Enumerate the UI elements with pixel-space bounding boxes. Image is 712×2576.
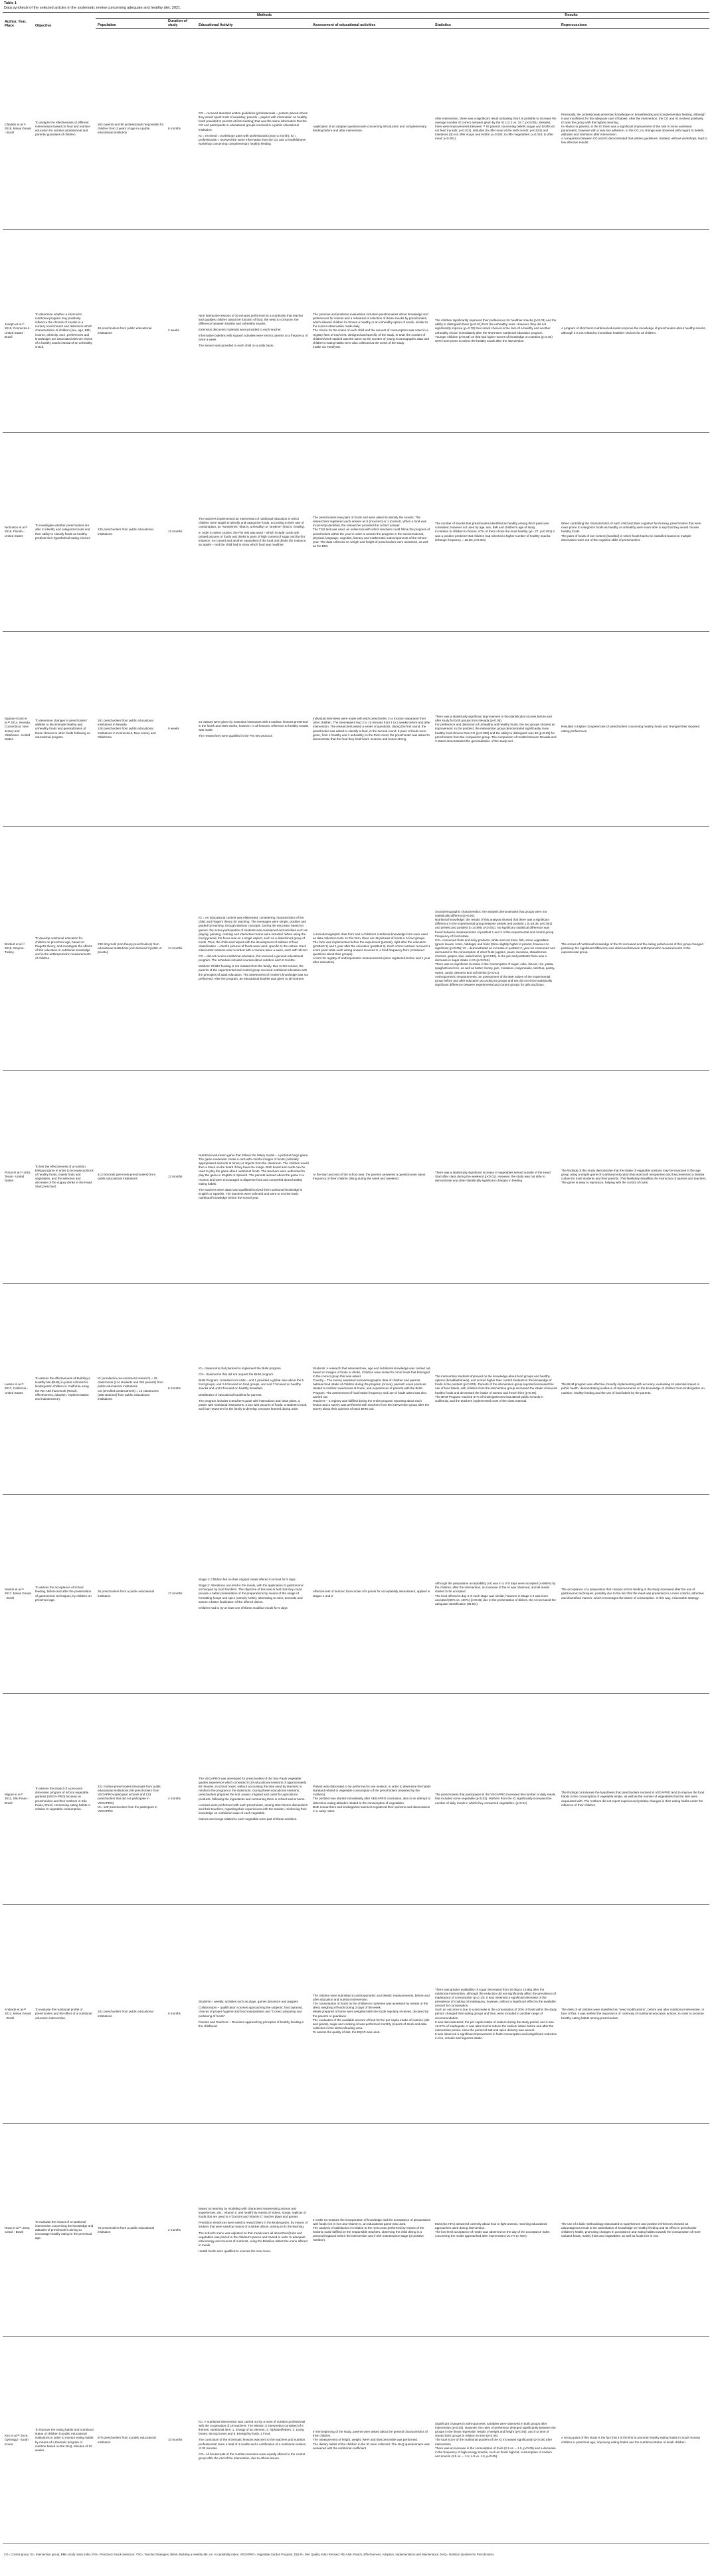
cell-statistics: After intervention, there was a significant result indicating that it is possible to increase the average number of correct answers given by the IG (12.2 vs. 18.7; p<0.001). Besides, there were improvements between ** IG parents concerning beliefs (sugar and broths do not feed my kids: p<0.012), attitudes (to offer meat at the sixth month: p<0.022) and intentions (do not offer soups and broths: p=0.003; to offer vegetables: p=0.018; to offer meat: p<0.001). bbox=[435, 116, 557, 141]
cell-objective: To evaluate the nutritional profile of preschoolers and the effect of a nutritional education intervention. bbox=[35, 2008, 92, 2020]
header-methods: Methods bbox=[96, 13, 433, 19]
cell-educational-activity-paragraph: Nutritional education game that follows the lottery model – a pictorial bingo game. The game moderator chose a card with colorful images of foods (culturally appropriated and kids at times) or objects from the classroom. The children would then a token on the board if they have the image. Both board and cards can be used to play the game about nutritional foods. The teachers were authorized to play the game in English or Spanish. The parents learned about the game in a reunion and were encouraged to dispense food and counseled about healthy eating habits. bbox=[199, 1153, 309, 1185]
cell-repercussions: The findings of this study demonstrate that the intake of vegetable portions may be improved in the age group using a simple game of nutritional education that was both inexpensive and low presented a familiar culture for most students and their parents. This familiarity simplifies the instruction of parents and teachers. The game is easy to reproduce, helping with the control of costs. bbox=[561, 1168, 707, 1185]
cell-educational-activity-paragraph: Stage 1: Children fed on their original meals offered in school for 5 days bbox=[199, 1578, 296, 1582]
header-assessment: Assessment of educational activities bbox=[311, 19, 433, 29]
cell-educational-activity bbox=[197, 1905, 311, 2124]
cell-assessment: A sociodemographic data form and a children's nutritional knowledge form were used as data collection tools. In this form, there are 15 pictures of foods in 5 food groups. The form was implemented before the experiment (pretest), right after the education (posttest 1) and 1 year after the education (posttest 2). Each correct answer received 1 score point while each wrong answer received 0, a food frequency form (contained questions about their groups). A form for registry of anthropometric measurements (were registered before and 1 year after education). bbox=[313, 932, 430, 964]
cell-assessment: The previous and posterior evaluations included questionnaires about knowledge and preferences for snacks and a rehearsal of selection of these snacks by preschoolers, which allowed children to choose a healthy or an unhealthy option of snack, similar to the current observation made daily. The choice for the snack of each child and the amount of consumption was noted in a registry form of each test, designed and specific of the study. In total, the number of children/week studied was the same as the number of young ecosmographic data and children's eating habits were also collected at the onset of the study. Intake via meal/year. bbox=[313, 313, 429, 348]
cell-author: Sigman-Grant et al.²² 2014, Nevada, Connecticut, New Jersey and Oklahoma - United States bbox=[5, 717, 31, 741]
cell-author: Cândido et al.¹⁹ 2018, Minas Gerais - Brazil bbox=[5, 122, 31, 134]
cell-educational-activity-paragraph: The VEGAPRO was developed for preschoolers of the São Paulo vegetable garden experience which consisted in 20 educational sessions of approximately 60 minutes, in school hours, without accounting the time used by teachers to reinforce the program in the classroom. During these educational sessions, preschoolers prepared the soil, sowed, irrigated and cared for agricultural products, following the ingredients and consuming them in school and at home. bbox=[199, 1777, 306, 1801]
cell-objective: To test the effectiveness of a nutrition bilingual game in order to increase portions of healthy foods, mainly fruits and vegetables, and the selection and decrease of the sugary drinks in the Head Start preschool. bbox=[35, 1164, 94, 1189]
table-footnote: CG= Control group; IG= Intervention group; BMI= Body mass index; PSI= Preschool Snack Selection; TSG= Teacher Strategies; BHM= Building a Healthy Me; AI= Acceptability index; VEGAPRO= Vegetable Garden Program; DQI-R= Diet Quality Index Revised; RE-AIM= Reach, Effectiveness, Adoption, Implementation and Maintenance; NAQ= Nutrition Quotient for Preschoolers. bbox=[4, 2553, 495, 2556]
cell-educational-activity-paragraph: The curriculum of the 8 thematic lessons was sent to the teachers and nutrition professionals' team a total of 4 credits and a certification of a nutritional session of 30 minutes. bbox=[199, 2438, 306, 2450]
table-row bbox=[3, 1495, 709, 1694]
header-statistics: Statistics bbox=[433, 19, 559, 29]
cell-population: IG (enrolled in pre-enrolment research) = 25 classrooms (414 students and 284 parents) from public educational institutions CG (enrolled posttreatment) = 13 classrooms (185 students) from public educational institutions bbox=[98, 1377, 163, 1401]
cell-assessment: At the start and end of the school year, the parents answered a questionnaire about frequency of their children dining during the week and weekend. bbox=[313, 1172, 426, 1180]
cell-author: Miguel et al.²⁷ 2011, São Paulo - Brazil bbox=[5, 1793, 29, 1805]
cell-repercussions: The BHM program was effective, broadly implementing with accuracy, evaluating its potential impact in public health, demonstrating evidence of improvements on the knowledge of children from kindergarten on nutrition, healthy feeding and the use of food labels by the parents. bbox=[561, 1383, 705, 1395]
table-row bbox=[3, 1905, 709, 2124]
cell-educational-activity-paragraph: Children had to try at least one of these modified meals for 5 days bbox=[199, 1606, 288, 1610]
cell-educational-activity-paragraph: CG = did not receive nutritional education, but received a general educational program. The schedule included courses about nutrition each 2 months. bbox=[199, 954, 304, 962]
cell-educational-activity bbox=[197, 29, 311, 230]
cell-repercussions: Resulted in higher competencies of preschoolers concerning healthy foods and changed their reported eating preferences. bbox=[561, 725, 700, 733]
cell-population: 679 preschoolers from a public educational institution bbox=[98, 2436, 156, 2444]
cell-educational-activity bbox=[197, 1284, 311, 1495]
cell-assessment: Individual interviews were made with each preschooler, in a location separated from other children. The interviewers had 2 to 10 minutes from 1 to 2 weeks before and after intervention. The researchers asked a series of questions: during the first round, the preschooler was asked to classify a food, in the second round, 9 pairs of foods were given, from 1 healthy and 1 unhealthy; in the third round, the preschooler was asked to demonstrate that the food they hold heart, muscles and bones strong. bbox=[313, 717, 430, 741]
cell-objective: To develop nutritional education for children on preschool age, based on Piaget's theory, and investigate the effects of this education in nutritional knowledge and in the anthropometric measurements of children. bbox=[35, 936, 92, 960]
table-row bbox=[3, 1284, 709, 1495]
cell-duration: 4 months bbox=[168, 1797, 181, 1801]
cell-assessment: The preschoolers saw pairs of foods and were asked to identify the snacks. The researchers registered each answer as 0 (incorrect) or 1 (correct). When a food was incorrectly identified, the researcher provided the correct answer. The TSD test was used, an online tool with which teachers could follow the progress of preschoolers within the year in order to assess the progress in the socioemotional, physical, language, cognitive, literacy and mathematic subcomponents of the school year. The data collected on weight and height of preschoolers were assessed, as well as the BMI. bbox=[313, 516, 430, 548]
cell-author: Santos et al.²⁶ 2017, Minas Gerais - Brazil bbox=[5, 1588, 31, 1600]
cell-statistics: There was a statistically significant increase in vegetables served outside of the Head Start after class during the weekend (p<0.01). However, the study was not able to demonstrate any other statistically significant changes in feeding. bbox=[435, 1170, 551, 1183]
cell-educational-activity-paragraph: In order to select snacks, the PSI test was used – which include cards with printed pictures of foods and drinks in pairs of high content of sugar and fat (for instance, ice cream) and another equivalent of the food and drinks (for instance, an apple) – and the child had to show which food was healthier. bbox=[199, 530, 307, 547]
cell-objective: To determine whether a short-term nutritional program may positively influence the choices of snacks in a nursery environment and determine which characteristics of children (sex, age, BMI, income, ethnicity, race, preferences and knowledge) are associated with the choice of a healthy snack instead of an unhealthy snack. bbox=[35, 313, 93, 348]
table-row bbox=[3, 230, 709, 433]
cell-population: 262 parents and 90 professionals responsible for children from 2 years of age in a public educational institution bbox=[98, 122, 164, 135]
cell-educational-activity-paragraph: The program includes a teacher's guide with instructions and class plans, a poster with nutritional instructions, a box with pictures of foods, a student's book, and four newsmen for the family to develop concepts learned during units. bbox=[199, 1399, 308, 1410]
cell-educational-activity-paragraph: Students – weekly, activities such as plays, games dynamics and puppets bbox=[199, 2000, 298, 2004]
cell-educational-activity-paragraph: Parents and Teachers – Reunions approaching principles of healthy feeding in the childhood. bbox=[199, 2020, 304, 2028]
cell-assessment: Pretest was elaborated to be performed in one session, in order to determine the habits standard related to vegetable consumption of the preschoolers (reported by the mothers). The posttest was started immediately after VEGAPRO conclusion, also in an attempt to determine eating attitudes related to the consumption of vegetables. Both researchers and kindergarten teachers registered their opinions and observations in a camp notes. bbox=[313, 1785, 431, 1813]
table-row bbox=[3, 433, 709, 632]
cell-population: 235 preschoolers from public educational institutions bbox=[98, 528, 153, 536]
cell-educational-activity-paragraph: Prediction sentences were used to reward them in the kindergarten, by means of stickers that were used by means of a sticker album, aiming to fix the learning. bbox=[199, 2221, 308, 2229]
cell-repercussions: The acceptance of a preparation that compos school feeding in the study increased after the use of gastronomic techniques, possibly due to the fact that the meal was presented in a more colorful, attractive and diversified manner, which encouraged the desire of consumption. In this way, a favorable strategy. bbox=[561, 1588, 704, 1600]
cell-objective: To evaluate the impact of a nutritional intervention concerning the knowledge and attitudes of preschoolers aiming to encourage healthy eating in the preschool age. bbox=[35, 2220, 94, 2240]
cell-statistics: The number of snacks that preschoolers identified as healthy among the 8 pairs was correlated, however not used by age, sex, BMI and children's age of study. In relation to children's choices, 67% of them chose the most healthy (χ²= 27, p<0.001) it was a positive predictor that children had selected a higher number of healthy snacks. (Change frequency = 18.65; p<0.001) bbox=[435, 522, 555, 542]
cell-educational-activity-paragraph: The teachers were dated and qualified/received their nutritional knowledge in English or Spanish. The teachers were selected and were to receive basic nutritional knowledge before the school year. bbox=[199, 1187, 303, 1199]
cell-statistics: The intervention students improved on the knowledge-about-food groups and healthy options (breakfast/snack), and scored higher than control students in the knowledge of foods in the posttest (p<0.001). Parents of the intervention group reported increased the use of food labels, with children from the intervention group increased the intake of several healthy foods and decreased the intake of sweets and french fries (p<0.05). The BHM Program reached 47% of kindergarteners that attend public schools in California, and the teachers implemented most of the class material. bbox=[435, 1375, 557, 1402]
table-row bbox=[3, 2124, 709, 2337]
header-results: Results bbox=[433, 13, 709, 19]
cell-educational-activity-paragraph: The researchers were qualified in the PSI test protocol. bbox=[199, 734, 273, 738]
cell-educational-activity bbox=[197, 433, 311, 632]
cell-educational-activity bbox=[197, 632, 311, 827]
cell-educational-activity-paragraph: Health foods were qualified to execute the new menu. bbox=[199, 2249, 272, 2253]
cell-author: Roza et al.²⁹ 2015, Ceará - Brazil bbox=[5, 2226, 31, 2234]
cell-duration: 12 months bbox=[168, 530, 183, 534]
table-row bbox=[3, 29, 709, 230]
table-body bbox=[3, 29, 709, 2544]
cell-duration: 8 months bbox=[168, 126, 181, 130]
cell-duration: 9 months bbox=[168, 2012, 181, 2016]
cell-statistics: Sociodemographic characteristics: the analysis demonstrated that groups were not statistically different (p>0.05). Nutritional knowledge: the results of this analysis showed that there was a significant difference in the experimental group between pretest and posttest 1 (t=18.39; p<0.001) and pretest and posttest (t=14.889, p<0.001). No significant statistical difference was found between measurements of posttest 1 and 2 of the experimental and control group. Frequency of food intake CG= consumed fruits and dairy products, white and red meat, fish, some vegetables (green leaves, roots, cabbage) and fruits (three slightly higher in pretest, however no significant (p<0.05); IG = demonstrated an increase in posttest 2, year we consumed and decreased in the consumption of other fruits (apples, pears, bananas, strawberries, cherries, grapes, kiwi, watermelon) (p<0.010). In the pre and posttest2 there was a decrease in sugar intake in IG (p<0.016). There was no significant increase in the consumption of sugar, cake, biscuit, rice, pasta, spaghetti and rice, as well as butter, honey, jam, molasses, mayonnaise, ketchup, pastry, sweet, candy, desserts and soft drinks (p<0.01). Anthropometric measurements: an assessment of the BMI values of the experimental group before and after education according to groups and sex did not show statistically significant difference between experimental and control groups for girls and boys. bbox=[435, 910, 555, 986]
cell-statistics: The children significantly improved their preferences for healthier snacks (p<0.03) and the ability to distinguish them (p<0.01) from the unhealthy ones. However, they did not significantly improve (p=0.70) their snack choices in the face of a healthy and another unhealthy choice immediately after the short-term nutritional education program. Younger children (p<0.03) on that had higher scores of knowledge on nutrition (p=0.02) were more prone to select the healthy snack after the intervention. bbox=[435, 319, 557, 342]
cell-statistics: Most (62.74%) answered correctly about how to fight anemia, reaching educational approaches used during intervention. The low-level acceptance of meals was observed on the day of the acceptance index concerning the meals approached after intervention (16.7% to 76%). bbox=[435, 2222, 550, 2238]
cell-statistics: The preschoolers that participated in the VEGAPRO increased the number of daily meals that included some vegetable (p<0.02). Mothers from the IG significantly increased the number of daily meals in which they consumed vegetables. (p<0.01) bbox=[435, 1793, 556, 1805]
cell-population: 191 preschoolers from public educational institutions in Nevada 128 preschoolers from public educational institutions in Connecticut, New Jersey and Oklahoma bbox=[98, 719, 156, 739]
cell-repercussions: The scores of nutritional knowledge of the IG increased and the eating preferences of this group changed positively. No significant difference was observed between anthropometric measurements of the experimental group. bbox=[561, 942, 703, 954]
cell-educational-activity-paragraph: IG= classrooms that planned to implement the BHM program bbox=[199, 1367, 281, 1371]
header-duration: Duration of study bbox=[166, 19, 197, 29]
header-population: Population bbox=[96, 19, 166, 29]
cell-educational-activity-paragraph: Games and songs related to each vegetable were part of these activities. bbox=[199, 1817, 298, 1821]
table-header bbox=[3, 13, 709, 29]
cell-statistics: There was a statistically significant improvement in the identification scores before and after study for both groups from Nevada (p<0.05). For preference and distinction of unhealthy and healthy foods, the two groups showed an improvement. In the posttest, the intervention group demonstrated significantly more healthy food choices than CG (p<0.008) and the ability to distinguish was 48 (p<0.05) for preschoolers from the comparison group. The comparison of results between Nevada and 3 states demonstrated the generalization of the study tool. bbox=[435, 715, 557, 743]
cell-objective: To assess the acceptance of school feeding, before and after the presentation of gastronomic techniques, by children on preschool age. bbox=[35, 1586, 92, 1602]
cell-educational-activity-paragraph: IG = An educational content was elaborated, considering characteristics of the child, and Piaget's theory for teaching. The messages were simple, positive and guided by learning, through abstract concepts. During the education based on games, the active participation of students was maintained and activities such as playing, painting, coloring and interactive rooms were included. When using the food pyramid, the focus was on a single aspect, such as a determined group of foods. Thus, the child was helped with the development of abilities of food classification – colorful pictures of foods were used, specific to the culture. Each intervention session was recorded with a camera twice a week, each with 15 min. bbox=[199, 916, 309, 952]
table-row bbox=[3, 632, 709, 827]
cell-population: 238 Smyrnals (non-theory-preschoolers) from educational institutions (not declared if public or private). bbox=[98, 942, 162, 954]
cell-population: 101 preschoolers from public educational institutions bbox=[98, 2010, 153, 2018]
cell-author: Kim et al.³⁰ 2019, Gyeonggi - South Korea bbox=[5, 2434, 29, 2446]
cell-repercussions: When controlling the characteristics of each child and their cognitive functioning, preschoolers that were more prone to categorize foods as healthy or unhealthy were more able to say that they would choose healthy foods. The pairs of foods of low-content (handled) in which foods had to be classified based on multiple dimensions were out of the cognitive skills of preschoolers. bbox=[561, 522, 701, 542]
cell-statistics: Although the preparation acceptability (AI) was in 4 of 5 days were accepted (AI≥85%) by the children, after the intervention, an increase of the AI was observed, and all meals started to be accepted. The food offered in day 3 of each stage was similar, however in Stage 2 it was more accepted (80% vs. 100%) (p<0.05) due to the presentation of dishes, the AI increased the adequate classification (88.5%). bbox=[435, 1582, 556, 1606]
synthesis-table bbox=[3, 12, 709, 2544]
cell-author: Pizzol et al.²⁴ 2016, Texas - United States bbox=[5, 1170, 31, 1183]
cell-educational-activity-paragraph: The service was provided to each child on a daily basis. bbox=[199, 344, 274, 348]
cell-objective: To assess the effectiveness of Building a Healthy Me (BHM) in public schools for kindergarten children in California using the RE-AIM framework (Reach, effectiveness, adoption, implementation and maintenance). bbox=[35, 1377, 90, 1401]
cell-author: Andrade et al.²⁸ 2012, Minas Gerais - Brazil bbox=[5, 2008, 31, 2020]
cell-educational-activity-paragraph: Mothers' Child's feeding is not isolated from the family. Due to this reason, the parents of the experimental and control group received nutritional education with the principles of adult education. The assessment of mother's knowledge was not performed. After the program, an educational booklet was given to all mothers. bbox=[199, 964, 308, 980]
cell-duration: 10 months bbox=[168, 2438, 183, 2442]
cell-population: 221 mother-preschoolers binomials from public educational institutions (98 preschoolers from VEGAPRO-participant schools and 123 preschoolers that did not participate in VEGAPRO) IG= 129 preschoolers from the participant in VEGAPRO bbox=[98, 1785, 161, 1813]
table-caption-text: Data synthesis of the selected articles in the systematic review concerning adequate and healthy diet, 2021. bbox=[4, 6, 181, 10]
cell-statistics: Significant changes in anthropometric variables were observed in both groups after intervention (p<0.05). However, the rates of preference diverged significantly between the groups in the linear regression results of weight and height (p<0.05), and in a time of stoned both groups in relation to time (p<0.05). The total score of the nutritional quotient of the IG increased significantly (p<0.05) after intervention. There was an increase in the consumption of fruits (2.5 vs. – 1.5, p<0.05) and a decrease in the frequency of high-energy snacks, such as foods high fat, consumption of sodium and snacks (3.5 vs. – 1.5; 4.9 vs. 1.0, p<0.05). bbox=[435, 2422, 556, 2458]
cell-repercussions: A strong point of this study is the fact that it is the first to promote healthy eating habits in South Korean children in preschool age, improving eating habits and the nutritional status of small children. bbox=[561, 2436, 701, 2444]
cell-educational-activity-paragraph: CG = received standard written guidelines (professionals = posters placed where they would spent most of weekday; parents = papers with information on healthy food/ provided to parents at first meeting) that was the same information that the CG and participants in educational groups received in a public educational institution; bbox=[199, 112, 308, 131]
cell-statistics: There was greater availability of sugar decreased from 20.0kg to 13.8kg after the nutritional intervention, although the reduction did not significantly affect the prevalence of inadequacy of consumption (p=0.14). It was observed a significant decrease of the prevalence of cooking oil inadequacy, however, without a significant effect in the available amount for consumption. Such an outcome is due to a decrease in the consumption of 30% of fruits within the study period, changed their eating groups and thus, were included in another range of recommendation. It was also assessed, the per capita intake of sodium during the study period, and it was 12.87% of inadequate. It was also tried to reduce the sodium intake before and after the intervention period, since the period of salt and spice delivery was annual. It was observed a significant improvement in fruits consumption and insignificant reduction in rice, cereals and legumes intake. bbox=[435, 1987, 557, 2040]
cell-objective: To determine changes in preschoolers' abilities to discriminate healthy and unhealthy foods and generalization of these choices to other foods following an educational program. bbox=[35, 719, 90, 739]
cell-educational-activity-paragraph: IG = received = workshops parts with professionals (once a month); IG = professionals = received the same information than the CG and a healthfulness workshop concerning complementary healthy feeding. bbox=[199, 133, 306, 145]
cell-assessment: Application of an adapted questionnaire concerning introduction and complementary feeding before and after intervention. bbox=[313, 124, 427, 132]
cell-educational-activity-paragraph: Based on learning by modeling with characters representing animus and superheroes, (ex.: Vitamin C and health) by means of videos, songs, replicas of foods that are used in a 'Doctors and Vitamin C' teacher plays and games. bbox=[199, 2207, 306, 2219]
table-row bbox=[3, 2337, 709, 2544]
cell-educational-activity bbox=[197, 1694, 311, 1905]
cell-population: 49 preschoolers from public educational institutions bbox=[98, 327, 152, 335]
cell-repercussions: Previously, the professionals presented knowledge on breastfeeding and complementary feeding, although it was insufficient for the adequate care of babies. After the intervention, the CG and IG evolved positively. IG was the group with the highest learning. In relation to parents, in the IG there was a significant improvement of the rate in some assessed parameters, however with a very low adhesion. In the CG, no change was observed with regard to beliefs, attitudes and intentions after intervention. A comparison between CG and IG demonstrated that written guidelines, isolated, without workshops, lead to few effective results. bbox=[561, 112, 707, 145]
cell-objective: To investigate whether preschoolers are able to identify and categorize foods and their ability to classify foods as healthy predicts their hypothetical eating choices bbox=[35, 524, 90, 540]
cell-educational-activity bbox=[197, 1071, 311, 1284]
header-repercussions: Repercussions bbox=[559, 19, 709, 29]
table-row bbox=[3, 827, 709, 1071]
cell-educational-activity-paragraph: Informative bulletins with support activities were sent to parents at a frequency of twice a week. bbox=[199, 334, 308, 342]
cell-educational-activity-paragraph: Stage 2: Alterations occurred in the meals, with the application of gastronomic techniques by food handlers. The objective of this was to test that they could provide a better presentation of the preparations by means of the usage of formatting hoops and spice (namely herbs), alternating to color, decorate and assure a better finalization of the offered dishes. bbox=[199, 1584, 304, 1604]
cell-duration: 17 months bbox=[168, 1592, 183, 1596]
cell-assessment: Students: A research that assessed sex, age and nutritional knowledge was carried out, based on images of foods or drinks. Children were invited to circle foods that belonged to the correct group that was asked. Country – The survey assessed sociodemographic data of children and parents, habitual food intake of children during the program (Anova), parents' usual practices related to nutrition awareness at home, and experiences of parents with the BHM Program. The assessment of food intake frequency and use of foods taken was also carried out. Teachers – a registry was fulfilled during the entire program reporting about each lesson and a survey was performed with teachers from the intervention group after the survey about their opinions of each BHM unit. bbox=[313, 1366, 431, 1410]
cell-duration: 2 months bbox=[168, 2228, 181, 2232]
cell-population: 26 preschoolers from a public educational institution bbox=[98, 1590, 155, 1598]
cell-author: Larsen et al.²⁵ 2017, California - United States bbox=[5, 1383, 28, 1395]
cell-duration: 8 months bbox=[168, 1387, 181, 1391]
cell-assessment: In the beginning of the study, parents were asked about the general characteristics of their children. The measurement of height, weight, WHR and BMI percentile was performed. The dietary habits of the children in the IG were collected. The NAQ questionnaire was answered with the nutritional coefficient. bbox=[313, 2430, 430, 2450]
cell-educational-activity-paragraph: The teachers implemented an intervention of nutritional education in which children were taught to identify and categorize foods, according to their rate of consumption, as "sometimes" (that is, unhealthy) or "anytime" (that is, healthy). bbox=[199, 516, 306, 528]
cell-assessment: Affective test of hedonic facial scale of 5 points for acceptability assessment, applied in stages 1 and 2. bbox=[313, 1590, 430, 1598]
cell-educational-activity-paragraph: Extension discovers materials were provided to each teacher. bbox=[199, 327, 282, 331]
cell-objective: To improve the eating habits and nutritional status of children in public educational institutions in order to monitor eating habits by means of a thematic program of nutrition based on the NAQ. Minutes of 10 weeks. bbox=[35, 2428, 94, 2452]
cell-educational-activity bbox=[197, 827, 311, 1071]
cell-assessment: The children were submitted to anthropometric and dietetic measurements, before and after education and nutrition intervention. The consumption of foods by the children in nurseries was assessed by means of the direct weighing of foods during 2 days of the week. Meals prepared at home were weighted with the foods regularly received, declared by the parents or guardians. The evaluation of the available amount of food for the per capita intake of calories (oils and grains), sugar and cooking oil was performed monthly (reports of stock and data collection in the kitchen/feeding area. To assess the quality of diet, the DQI-R was used. bbox=[313, 1994, 430, 2034]
cell-educational-activity-paragraph: Collaborators – qualification courses approaching the subjects: food pyramid, choices of proper hygiene and food manipulation and "Correct preparing and portioning of foods". bbox=[199, 2006, 303, 2018]
cell-educational-activity-paragraph: IG= A nutritional intervention was carried out by a team of nutrition professional with the cooperation of 16 teachers. The Mission X intervention consisted of 8 themes: Nutritional item: 1. Energy of an element; 2. Alphabet/letters; 3. Living bones; Strong bones and 8. Energy/my body. 1 Food. bbox=[199, 2420, 306, 2436]
cell-educational-activity-paragraph: BHM Program: consisted in 8 units – unit 1 provided a global view about the 5 food groups, unit 2-6 focused on food groups, and unit 7 focused on healthy snacks and unit 8 focused on healthy breakfast. bbox=[199, 1379, 304, 1391]
cell-author: Joseph et al.²⁰ 2015, Connecticut - United States - Brazil bbox=[5, 323, 31, 339]
cell-repercussions: The findings corroborate the hypothesis that preschoolers involved in VEGAPRO tend to improve the food habits in the consumption of vegetable intake, as well as the number of vegetables that the kids were acquainted with. The mothers did not report experienced positive changes in their eating habits under the influence of their children. bbox=[561, 1791, 705, 1807]
header-educational-activity: Educational Activity bbox=[197, 19, 311, 29]
cell-educational-activity-paragraph: Lectures were performed with each preschooler, among other theme discussions and their teachers, regarding their experiences with the Garden, reinforcing their knowledge on nutritional value of each vegetable. bbox=[199, 1803, 308, 1815]
table-label: Table 1 bbox=[4, 1, 17, 5]
cell-educational-activity bbox=[197, 2124, 311, 2337]
cell-objective: To assess the impact of a pre-post-dimension program of school vegetable gardens (VEGA-PRO) focused on preschoolers and their mothers in São Paulo, Brazil, concerning eating habits in relation to vegetable consumption. bbox=[35, 1787, 90, 1811]
cell-educational-activity-paragraph: CG= All housecoats of the nutrition sessions were equally offered to the control group after the end of the intervention, due to ethical issues. bbox=[199, 2452, 306, 2460]
cell-educational-activity-paragraph: Nine interactive lessons of 30 minutes performed by a nutritionist that teacher and qualities children about the function of food, the need to consume, the difference between healthy and unhealthy snacks. bbox=[199, 313, 304, 325]
cell-educational-activity-paragraph: Distribution of educational booklets for parents. bbox=[199, 1393, 262, 1397]
cell-author: Bozkurt et al.²³ 2018, Smyrna - Turkey bbox=[5, 942, 26, 954]
cell-duration: 12 months bbox=[168, 1174, 183, 1178]
cell-educational-activity-paragraph: 24 classes were given by extension instructors with 8 nutrition lessons presented in the fourth and sixth weeks, however, in all lessons, reference to healthy snacks was made. bbox=[199, 720, 309, 731]
cell-educational-activity-paragraph: The school's menu was adjusted so that meals were all about that (fruits and vegetables was placed in the children's places and trained in order to adequate total energy and sources of nutrients, using the Brazilian tables the menu offered in meals. bbox=[199, 2231, 308, 2247]
cell-duration: 2 weeks bbox=[168, 329, 179, 333]
cell-population: 78 preschoolers from a public educational institution bbox=[98, 2226, 155, 2234]
cell-repercussions: The diets of all children were classified as "need modifications", before and after nutritional intervention. In face of this, it was verified the importance of continuity of nutritional education actions, in order to promote healthy eating habits among preschoolers. bbox=[561, 2008, 705, 2020]
cell-duration: 14 months bbox=[168, 946, 183, 950]
cell-educational-activity bbox=[197, 230, 311, 433]
cell-educational-activity-paragraph: CG= classrooms that did not request the BHM program. bbox=[199, 1373, 274, 1377]
table-caption bbox=[4, 1, 181, 11]
cell-duration: 9 weeks bbox=[168, 727, 179, 731]
table-row bbox=[3, 1071, 709, 1284]
cell-repercussions: The use of a ludic methodology associated to superheroes and positive reinforcers showed an advantageous result in the assimilation of knowledge on healthy feeding and its effect in preschooler children's health, promoting changes in acceptance and eating habits towards the consumption of more variated foods, mainly fruits and vegetables, as well as foods rich in iron. bbox=[561, 2222, 701, 2238]
cell-educational-activity bbox=[197, 1495, 311, 1694]
header-author: Author, Year, Place bbox=[3, 13, 33, 29]
cell-repercussions: A program of short-term nutritional education improve the knowledge of preschoolers about healthy snacks, although it is not related to immediate healthier choices for all children. bbox=[561, 327, 706, 335]
header-objective: Objective bbox=[33, 13, 96, 29]
table-row bbox=[3, 1694, 709, 1905]
cell-objective: To analyze the effectiveness of different interventions based on food and nutrition education for nutrition professional and parents/ guardians of children. bbox=[35, 120, 91, 136]
cell-population: 413 bimorals (pre-mets-preschoolers) from public educational institutions bbox=[98, 1172, 156, 1180]
cell-assessment: In order to measure the incorporation of knowledge and the acceptance of preparations with foods rich in iron and Vitamin C, an educational game was used. The analysis of satisfaction in relation to the menu was performed by means of the hedonic scale fulfilled by the responsible teachers, observing the child dining in a personal logbook before the intervention and in the maintenance stage (of positive nutrition). bbox=[313, 2218, 431, 2242]
cell-educational-activity bbox=[197, 2337, 311, 2544]
cell-author: Nicholson et al.²¹ 2018, Florida - United States bbox=[5, 526, 28, 538]
